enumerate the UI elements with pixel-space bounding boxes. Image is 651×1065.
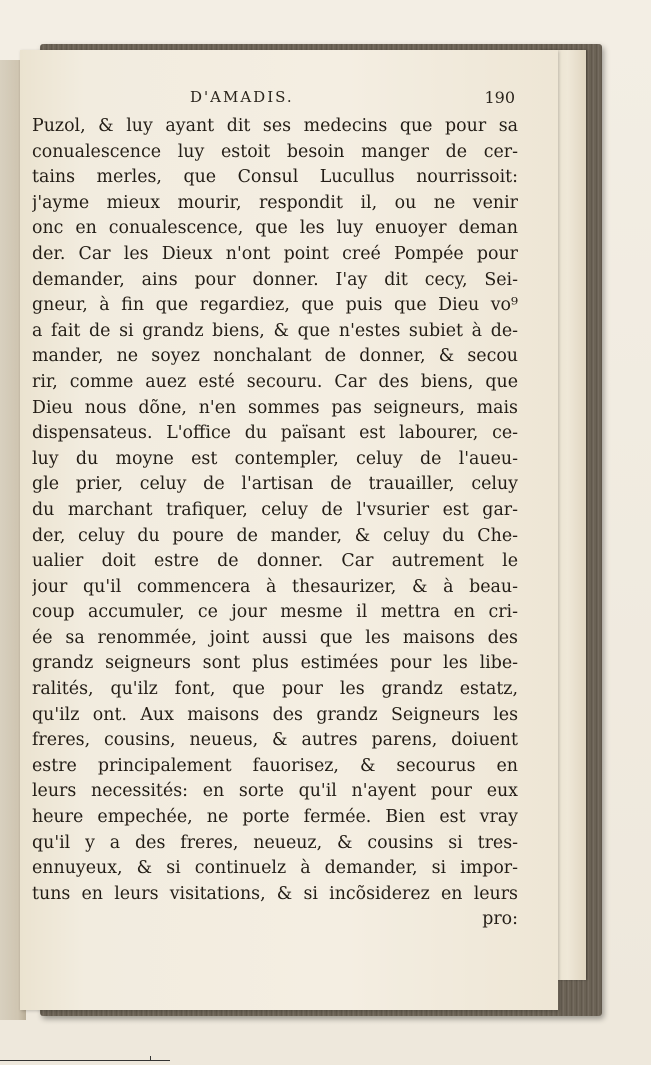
- text-line: conualescence luy estoit besoin manger de cer-: [32, 141, 518, 162]
- text-line: du marchant trafiquer, celuy de l'vsurier est gar-: [32, 499, 518, 520]
- text-line: j'ayme mieux mourir, respondit il, ou ne venir: [32, 192, 518, 213]
- page-number: 190: [484, 88, 515, 107]
- text-line: tuns en leurs visitations, & si incõsiderez en leurs: [32, 883, 518, 904]
- text-line: rir, comme auez esté secouru. Car des biens, que: [32, 371, 518, 392]
- text-line: ralités, qu'ilz font, que pour les grandz estatz,: [32, 679, 518, 700]
- text-line: ualier doit estre de donner. Car autrement le: [32, 551, 518, 572]
- text-line: qu'ilz ont. Aux maisons des grandz Seigneurs les: [32, 704, 518, 725]
- text-line: demander, ains pour donner. I'ay dit cecy, Sei-: [32, 269, 518, 290]
- text-line: estre principalement fauorisez, & secourus en: [32, 755, 518, 776]
- text-line: luy du moyne est contempler, celuy de l'aueu-: [32, 448, 518, 469]
- scale-ruler-tick: [150, 1056, 151, 1061]
- text-line: gneur, à fin que regardiez, que puis que Dieu vo⁹: [32, 295, 518, 316]
- text-line: freres, cousins, neueus, & autres parens, doiuent: [32, 730, 518, 751]
- text-line: grandz seigneurs sont plus estimées pour les libe-: [32, 653, 518, 674]
- text-line: a fait de si grandz biens, & que n'estes subiet à de-: [32, 320, 518, 341]
- text-line: leurs necessités: en sorte qu'il n'ayent pour eux: [32, 781, 518, 802]
- text-line: gle prier, celuy de l'artisan de trauailler, celuy: [32, 474, 518, 495]
- text-line: heure empechée, ne porte fermée. Bien est vray: [32, 807, 518, 828]
- text-line: coup accumuler, ce jour mesme il mettra en cri-: [32, 602, 518, 623]
- scale-ruler: [0, 1060, 170, 1061]
- text-line: ennuyeux, & si continuelz à demander, si impor-: [32, 858, 518, 879]
- text-line: Puzol, & luy ayant dit ses medecins que pour sa: [32, 116, 518, 136]
- running-title: D'AMADIS.: [190, 88, 294, 106]
- text-line: dispensateus. L'office du païsant est labourer, ce-: [32, 423, 518, 444]
- text-line: qu'il y a des freres, neueuz, & cousins si tres-: [32, 832, 518, 853]
- text-line: onc en conualescence, que les luy enuoyer deman: [32, 218, 518, 239]
- text-line: mander, ne soyez nonchalant de donner, & secou: [32, 346, 518, 367]
- text-line: der, celuy du poure de mander, & celuy du Che-: [32, 525, 518, 546]
- catchword: pro:: [482, 909, 518, 930]
- running-head: [30, 88, 520, 112]
- text-line: ée sa renommée, joint aussi que les maisons des: [32, 627, 518, 648]
- text-line: jour qu'il commencera à thesaurizer, & à beau-: [32, 576, 518, 597]
- text-line: tains merles, que Consul Lucullus nourrissoit:: [32, 167, 518, 188]
- text-line: der. Car les Dieux n'ont point creé Pompée pour: [32, 243, 518, 264]
- body-text: [32, 114, 518, 933]
- text-line: Dieu nous dõne, n'en sommes pas seigneurs, mais: [32, 397, 518, 418]
